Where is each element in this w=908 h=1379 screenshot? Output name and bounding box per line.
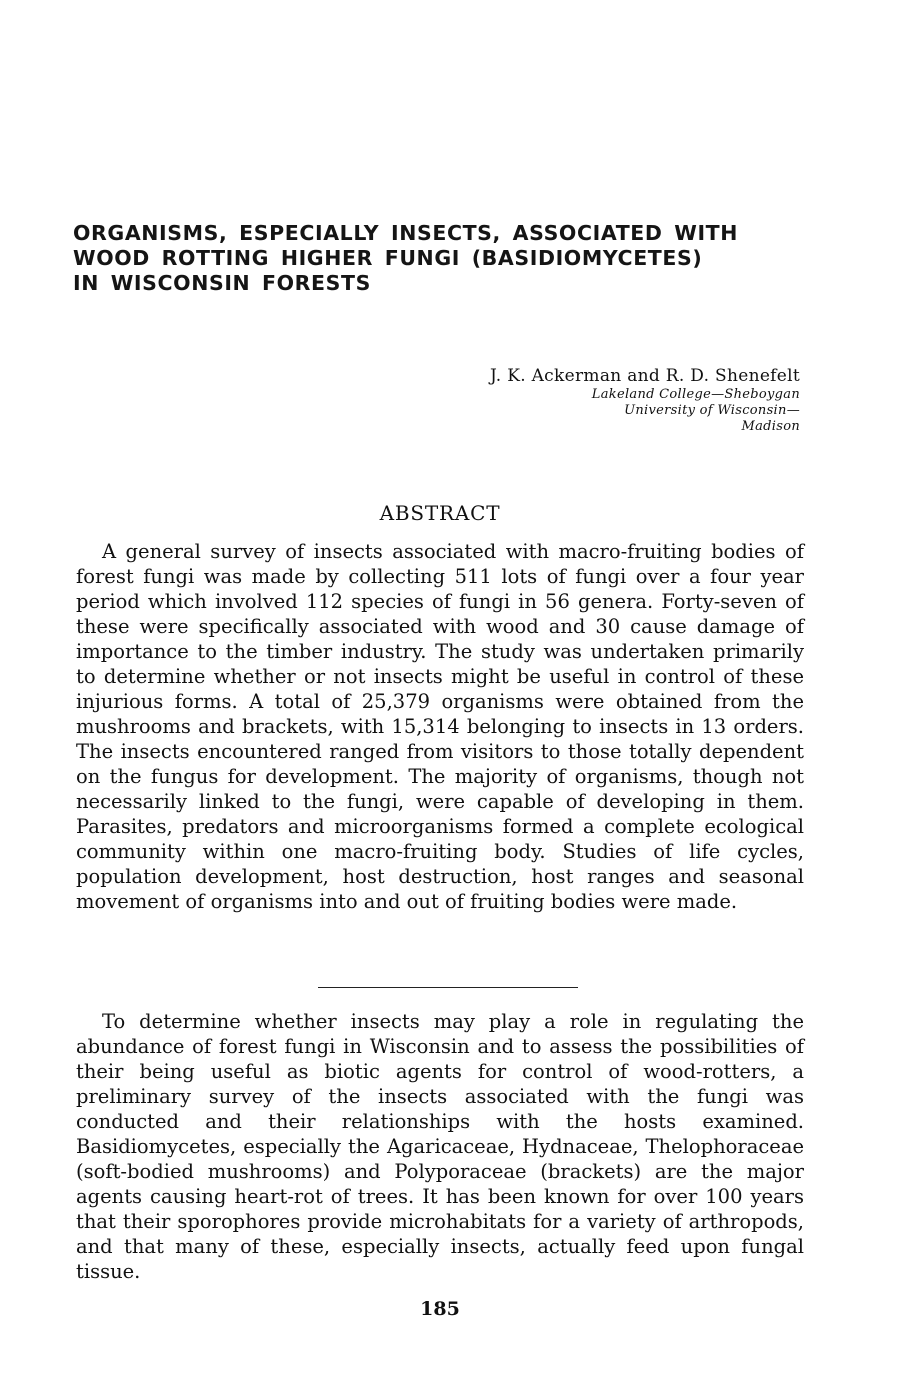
affiliation-line-2: University of Wisconsin— [624,403,800,418]
title-line-1: ORGANISMS, ESPECIALLY INSECTS, ASSOCIATED WITH [73,221,739,245]
page-number: 185 [420,1298,460,1320]
section-divider [318,987,578,988]
title-line-2: WOOD ROTTING HIGHER FUNGI (BASIDIOMYCETES) [73,246,703,270]
abstract-paragraph: A general survey of insects associated with macro-fruiting bodies of forest fungi was made by collecting 511 lots of fungi over a four year period which involved 112 species of fungi in 56 genera. Forty-seven of these were specifically associated with wood and 30 cause damage of importance to the timber industry. The study was undertaken primarily to determine whether or not insects might be useful in control of these injurious forms. A total of 25,379 organisms were obtained from the mushrooms and brackets, with 15,314 belonging to insects in 13 orders. The insects encountered ranged from visitors to those totally dependent on the fungus for development. The majority of organisms, though not necessarily linked to the fungi, were capable of developing in them. Parasites, predators and microorganisms formed a complete ecological community within one macro-fruiting body. Studies of life cycles, population development, host destruction, host ranges and seasonal movement of organisms into and out of fruiting bodies were made. [76,540,804,913]
author-names: J. K. Ackerman and R. D. Shenefelt [490,366,800,386]
affiliation-line-1: Lakeland College—Sheboygan [591,387,800,402]
affiliation-line-3: Madison [741,419,800,434]
abstract-heading: ABSTRACT [379,501,501,525]
paper-title [73,221,793,296]
title-line-3: IN WISCONSIN FORESTS [73,271,371,295]
intro-paragraph: To determine whether insects may play a role in regulating the abundance of forest fungi in Wisconsin and to assess the possibilities of their being useful as biotic agents for control of wood-rotters, a preliminary survey of the insects associated with the fungi was conducted and their relationships with the hosts examined. Basidiomycetes, especially the Agaricaceae, Hydnaceae, Thelophoraceae (soft-bodied mushrooms) and Polyporaceae (brackets) are the major agents causing heart-rot of trees. It has been known for over 100 years that their sporophores provide microhabitats for a variety of arthropods, and that many of these, especially insects, actually feed upon fungal tissue. [76,1010,804,1283]
author-block [380,365,800,435]
